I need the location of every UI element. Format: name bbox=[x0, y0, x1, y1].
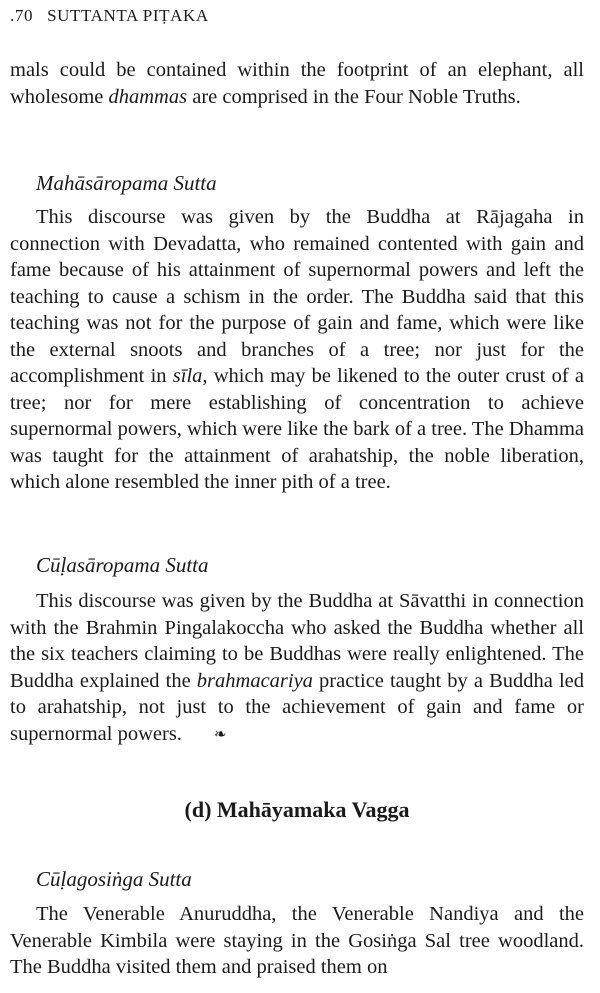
page-number: .70 bbox=[10, 6, 34, 25]
vagga-heading: (d) Mahāyamaka Vagga bbox=[184, 797, 410, 822]
section-title-culasaropama: Cūḷasāropama Sutta bbox=[36, 553, 209, 577]
intro-text-1: mals could be contained within the footprint of an elephant, all wholesome bbox=[10, 59, 584, 108]
culasaropama-text-1: This discourse was given by the Buddha at Sāvatthi in connection with the Brahmin Pingalakoccha who asked the Buddha whether all the six teachers claiming to be Buddhas were really enlightened. The Buddha explained the bbox=[10, 590, 584, 692]
culasaropama-italic-term: brahmacariya bbox=[196, 669, 313, 692]
running-head bbox=[10, 6, 209, 26]
intro-text-2: are comprised in the Four Noble Truths. bbox=[187, 85, 521, 108]
mahasaropama-paragraph bbox=[10, 204, 584, 496]
mahasaropama-text-2: , which may be likened to the outer crust of a tree; nor for mere establishing of concentration to achieve supernormal powers, which were like the bark of a tree. The Dhamma was taught for the attainment of arahatship, the noble liberation, which alone resembled the inner pith of a tree. bbox=[10, 365, 585, 493]
mahasaropama-text-1: This discourse was given by the Buddha at Rājagaha in connection with Devadatta, who remained contented with gain and fame because of his attainment of supernormal powers and left the teaching to cause a schism in the order. The Buddha said that this teaching was not for the purpose of gain and fame, which were like the external snoots and branches of a tree; nor just for the accomplishment in bbox=[10, 206, 584, 387]
running-head-title: SUTTANTA PIṬAKA bbox=[47, 6, 209, 25]
culagosinga-paragraph: The Venerable Anuruddha, the Venerable Nandiya and the Venerable Kimbila were staying in the Gosiṅga Sal tree woodland. The Buddha visited them and praised them on bbox=[10, 903, 584, 978]
intro-paragraph bbox=[10, 57, 584, 110]
culasaropama-paragraph bbox=[10, 588, 584, 748]
culasaropama-text-2: practice taught by a Buddha led to arahatship, not just to the achievement of gain and fame or supernormal powers. bbox=[10, 669, 584, 745]
leaf-ornament-icon: ❧ bbox=[213, 726, 227, 743]
section-title-culagosinga: Cūḷagosiṅga Sutta bbox=[36, 867, 192, 891]
intro-italic-term: dhammas bbox=[108, 85, 188, 108]
section-title-mahasaropama: Mahāsāropama Sutta bbox=[36, 171, 217, 195]
book-page bbox=[10, 0, 584, 993]
mahasaropama-italic-term: sīla bbox=[172, 365, 203, 387]
